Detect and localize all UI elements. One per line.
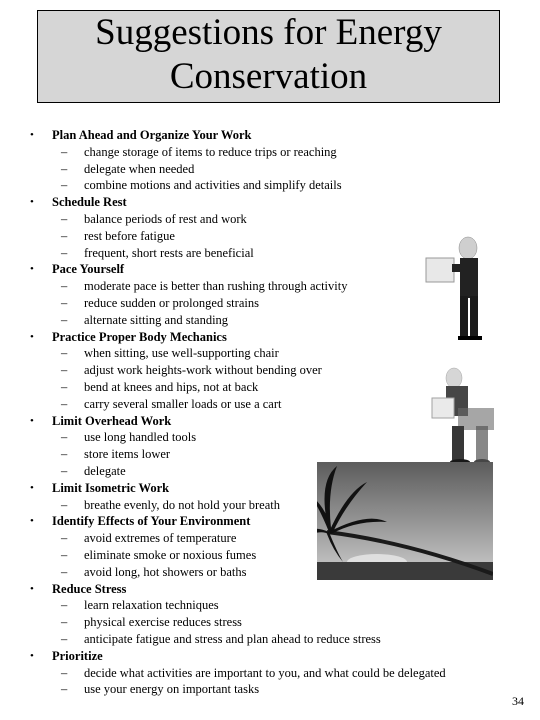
list-item-text: eliminate smoke or noxious fumes <box>84 547 257 562</box>
list-item-text: reduce sudden or prolonged strains <box>84 295 259 310</box>
dash-icon: – <box>61 531 68 546</box>
section-heading: Identify Effects of Your Environment <box>52 514 251 529</box>
dash-icon: – <box>61 598 68 613</box>
list-item <box>30 665 500 682</box>
list-item-text: adjust work heights-work without bending over <box>84 363 322 378</box>
list-item-text: delegate when needed <box>84 161 195 176</box>
list-item-text: rest before fatigue <box>84 228 175 243</box>
list-item-text: balance periods of rest and work <box>84 211 247 226</box>
dash-icon: – <box>61 665 68 680</box>
section-heading: Prioritize <box>52 648 103 663</box>
dash-icon: – <box>61 178 68 193</box>
list-item <box>30 614 500 631</box>
dash-icon: – <box>61 363 68 378</box>
list-item <box>30 144 500 161</box>
section-heading: Limit Overhead Work <box>52 413 172 428</box>
dash-icon: – <box>61 295 68 310</box>
standing-man <box>426 237 482 340</box>
list-item-text: change storage of items to reduce trips or reaching <box>84 144 337 159</box>
list-item <box>30 631 500 648</box>
list-item <box>30 681 500 698</box>
title-box <box>37 10 500 103</box>
list-item-text: carry several smaller loads or use a cart <box>84 396 282 411</box>
dash-icon: – <box>61 682 68 697</box>
list-item-text: combine motions and activities and simplify details <box>84 178 342 193</box>
section-heading: Practice Proper Body Mechanics <box>52 329 227 344</box>
list-item <box>30 161 500 178</box>
dash-icon: – <box>61 396 68 411</box>
bullet-icon: • <box>30 129 34 141</box>
dash-icon: – <box>61 245 68 260</box>
list-item-text: alternate sitting and standing <box>84 312 229 327</box>
section <box>30 581 500 648</box>
bullet-icon: • <box>30 196 34 209</box>
section <box>30 127 500 194</box>
list-item-text: use your energy on important tasks <box>84 682 260 697</box>
dash-icon: – <box>61 447 68 462</box>
list-item-text: breathe evenly, do not hold your breath <box>84 497 281 512</box>
list-item-text: moderate pace is better than rushing through activity <box>84 279 348 294</box>
palm-tree-illustration <box>317 462 493 580</box>
section-heading: Pace Yourself <box>52 262 125 277</box>
bullet-icon: • <box>30 414 34 427</box>
dash-icon: – <box>61 211 68 226</box>
section-heading: Reduce Stress <box>52 581 127 596</box>
list-item-text: store items lower <box>84 447 171 462</box>
section-heading-row <box>30 127 500 144</box>
section-heading-row <box>30 581 500 598</box>
dash-icon: – <box>61 463 68 478</box>
dash-icon: – <box>61 379 68 394</box>
title-line-1: Suggestions for Energy <box>95 12 442 53</box>
section-heading-row <box>30 648 500 665</box>
lifting-man-illustration <box>418 228 510 468</box>
list-item-text: delegate <box>84 463 126 478</box>
bullet-icon: • <box>30 582 34 595</box>
dash-icon: – <box>61 547 68 562</box>
title-line-2: Conservation <box>169 56 368 97</box>
section-heading-row <box>30 194 500 211</box>
list-item <box>30 597 500 614</box>
dash-icon: – <box>61 430 68 445</box>
dash-icon: – <box>61 631 68 646</box>
list-item-text: anticipate fatigue and stress and plan ahead to reduce stress <box>84 631 381 646</box>
list-item-text: physical exercise reduces stress <box>84 615 242 630</box>
dash-icon: – <box>61 279 68 294</box>
dash-icon: – <box>61 564 68 579</box>
section-heading: Plan Ahead and Organize Your Work <box>52 128 252 142</box>
dash-icon: – <box>61 161 68 176</box>
list-item <box>30 177 500 194</box>
dash-icon: – <box>61 312 68 327</box>
bullet-icon: • <box>30 330 34 343</box>
list-item-text: avoid long, hot showers or baths <box>84 564 247 579</box>
list-item <box>30 211 500 228</box>
section-heading: Limit Isometric Work <box>52 480 170 495</box>
dash-icon: – <box>61 144 68 159</box>
list-item-text: learn relaxation techniques <box>84 598 219 613</box>
bullet-icon: • <box>30 481 34 494</box>
list-item-text: avoid extremes of temperature <box>84 531 237 546</box>
section-heading: Schedule Rest <box>52 195 127 210</box>
list-item-text: frequent, short rests are beneficial <box>84 245 254 260</box>
dash-icon: – <box>61 346 68 361</box>
squatting-man <box>432 368 494 465</box>
list-item-text: when sitting, use well-supporting chair <box>84 346 279 361</box>
dash-icon: – <box>61 497 68 512</box>
bullet-icon: • <box>30 515 34 528</box>
bullet-icon: • <box>30 649 34 662</box>
page-number: 34 <box>512 694 524 708</box>
dash-icon: – <box>61 228 68 243</box>
section <box>30 648 500 698</box>
list-item-text: use long handled tools <box>84 430 197 445</box>
list-item-text: decide what activities are important to you, and what could be delegated <box>84 665 446 680</box>
list-item-text: bend at knees and hips, not at back <box>84 379 259 394</box>
dash-icon: – <box>61 615 68 630</box>
bullet-icon: • <box>30 263 34 276</box>
